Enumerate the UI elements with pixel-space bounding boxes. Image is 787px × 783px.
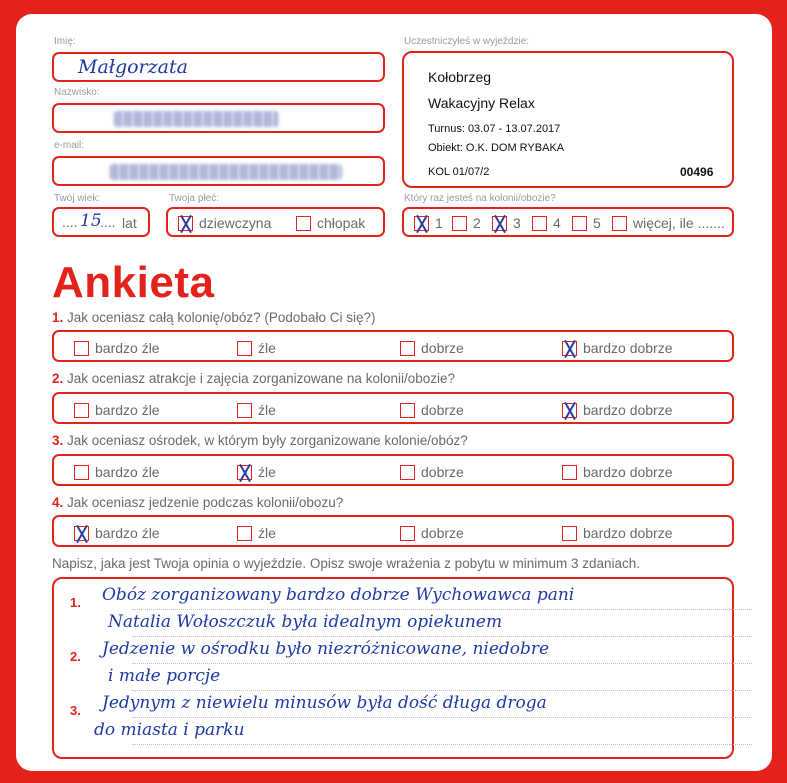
email-label: e-mail:: [54, 140, 85, 151]
question-4-options: [52, 515, 734, 547]
ruled-line: [132, 609, 752, 610]
surname-redaction: [114, 111, 279, 127]
question-3-options: [52, 454, 734, 486]
question-1: 1. Jak oceniasz całą kolonię/obóz? (Podobało Ci się?): [52, 310, 376, 325]
times-option-more[interactable]: więcej, ile .......: [612, 214, 725, 231]
q3-option-good[interactable]: dobrze: [400, 463, 464, 480]
surname-label: Nazwisko:: [54, 87, 100, 98]
question-2-options: [52, 392, 734, 424]
answer-2-line-2: i małe porcje: [108, 666, 221, 686]
checkbox-icon[interactable]: [612, 216, 627, 231]
survey-form: [16, 14, 772, 771]
ruled-line: [132, 717, 752, 718]
ruled-line: [132, 690, 752, 691]
age-unit: lat: [122, 215, 137, 231]
checkbox-icon[interactable]: [74, 403, 89, 418]
q2-option-good[interactable]: dobrze: [400, 401, 464, 418]
answer-3-line-1: Jedynym z niewielu minusów była dość długa droga: [102, 693, 547, 713]
name-field[interactable]: [52, 52, 385, 82]
survey-title: Ankieta: [52, 258, 215, 307]
answer-1-line-2: Natalia Wołoszczuk była idealnym opiekunem: [108, 612, 503, 632]
ruled-line: [132, 636, 752, 637]
trip-program: Wakacyjny Relax: [428, 95, 535, 111]
answer-1-line-1: Obóz zorganizowany bardzo dobrze Wychowawca pani: [102, 585, 575, 605]
trip-label: Uczestniczyłeś w wyjeździe:: [404, 36, 530, 47]
times-option-5[interactable]: 5: [572, 214, 601, 231]
checkbox-icon[interactable]: [572, 216, 587, 231]
q2-option-bad[interactable]: źle: [237, 401, 276, 418]
question-3: 3. Jak oceniasz ośrodek, w którym były zorganizowane kolonie/obóz?: [52, 433, 468, 448]
gender-field: [166, 207, 385, 237]
times-label: Który raz jesteś na kolonii/obozie?: [404, 193, 556, 204]
email-redaction: [110, 164, 342, 180]
checkbox-icon[interactable]: [237, 341, 252, 356]
opinion-prompt: Napisz, jaka jest Twoja opinia o wyjeździe. Opisz swoje wrażenia z pobytu w minimum 3 zdaniach.: [52, 556, 641, 571]
name-value: Małgorzata: [78, 56, 188, 78]
checkbox-icon[interactable]: [562, 526, 577, 541]
times-option-2[interactable]: 2: [452, 214, 481, 231]
q4-option-good[interactable]: dobrze: [400, 524, 464, 541]
q4-option-very-good[interactable]: bardzo dobrze: [562, 524, 673, 541]
question-4: 4. Jak oceniasz jedzenie podczas kolonii/obozu?: [52, 495, 344, 510]
ruled-line: [132, 744, 752, 745]
checkbox-icon[interactable]: [237, 526, 252, 541]
trip-turnus: Turnus: 03.07 - 13.07.2017: [428, 123, 561, 135]
q2-option-very-bad[interactable]: bardzo źle: [74, 401, 160, 418]
checkbox-icon[interactable]: [400, 341, 415, 356]
age-value: 15: [80, 211, 102, 231]
question-1-options: [52, 330, 734, 362]
q1-option-bad[interactable]: źle: [237, 339, 276, 356]
age-dots-right: ....: [100, 214, 116, 230]
ruled-line: [132, 663, 752, 664]
checkbox-checked-icon[interactable]: [74, 526, 89, 541]
answer-3-number: 3.: [70, 703, 81, 718]
age-label: Twój wiek:: [54, 193, 101, 204]
trip-number: 00496: [680, 165, 714, 179]
name-label: Imię:: [54, 36, 76, 47]
gender-option-boy[interactable]: chłopak: [296, 214, 365, 231]
checkbox-checked-icon[interactable]: [562, 341, 577, 356]
q4-option-very-bad[interactable]: bardzo źle: [74, 524, 160, 541]
times-option-3[interactable]: 3: [492, 214, 521, 231]
checkbox-icon[interactable]: [74, 465, 89, 480]
question-2: 2. Jak oceniasz atrakcje i zajęcia zorganizowane na kolonii/obozie?: [52, 371, 456, 386]
times-option-4[interactable]: 4: [532, 214, 561, 231]
checkbox-checked-icon[interactable]: [178, 216, 193, 231]
answer-2-line-1: Jedzenie w ośrodku było niezróżnicowane, niedobre: [102, 639, 550, 659]
checkbox-icon[interactable]: [400, 403, 415, 418]
q3-option-very-bad[interactable]: bardzo źle: [74, 463, 160, 480]
q1-option-very-bad[interactable]: bardzo źle: [74, 339, 160, 356]
q1-option-very-good[interactable]: bardzo dobrze: [562, 339, 673, 356]
checkbox-icon[interactable]: [296, 216, 311, 231]
trip-city: Kołobrzeg: [428, 69, 492, 85]
gender-option-girl[interactable]: dziewczyna: [178, 214, 271, 231]
trip-obiekt: Obiekt: O.K. DOM RYBAKA: [428, 142, 565, 154]
checkbox-icon[interactable]: [237, 403, 252, 418]
q3-option-very-good[interactable]: bardzo dobrze: [562, 463, 673, 480]
times-option-1[interactable]: 1: [414, 214, 443, 231]
q3-option-bad[interactable]: źle: [237, 463, 276, 480]
times-field: [402, 207, 734, 237]
checkbox-icon[interactable]: [400, 526, 415, 541]
q2-option-very-good[interactable]: bardzo dobrze: [562, 401, 673, 418]
gender-label: Twoja płeć:: [169, 193, 220, 204]
q1-option-good[interactable]: dobrze: [400, 339, 464, 356]
checkbox-icon[interactable]: [452, 216, 467, 231]
answer-2-number: 2.: [70, 649, 81, 664]
trip-info-box: [402, 51, 734, 188]
answer-3-line-2: do miasta i parku: [94, 720, 245, 740]
checkbox-icon[interactable]: [562, 465, 577, 480]
checkbox-icon[interactable]: [532, 216, 547, 231]
q4-option-bad[interactable]: źle: [237, 524, 276, 541]
trip-code: KOL 01/07/2: [428, 166, 490, 178]
checkbox-icon[interactable]: [400, 465, 415, 480]
checkbox-checked-icon[interactable]: [237, 465, 252, 480]
checkbox-checked-icon[interactable]: [414, 216, 429, 231]
answer-1-number: 1.: [70, 595, 81, 610]
checkbox-checked-icon[interactable]: [562, 403, 577, 418]
email-field[interactable]: [52, 156, 385, 186]
age-field[interactable]: [52, 207, 150, 237]
checkbox-checked-icon[interactable]: [492, 216, 507, 231]
opinion-box[interactable]: [52, 577, 734, 759]
age-dots-left: ....: [62, 214, 78, 230]
surname-field[interactable]: [52, 103, 385, 133]
checkbox-icon[interactable]: [74, 341, 89, 356]
